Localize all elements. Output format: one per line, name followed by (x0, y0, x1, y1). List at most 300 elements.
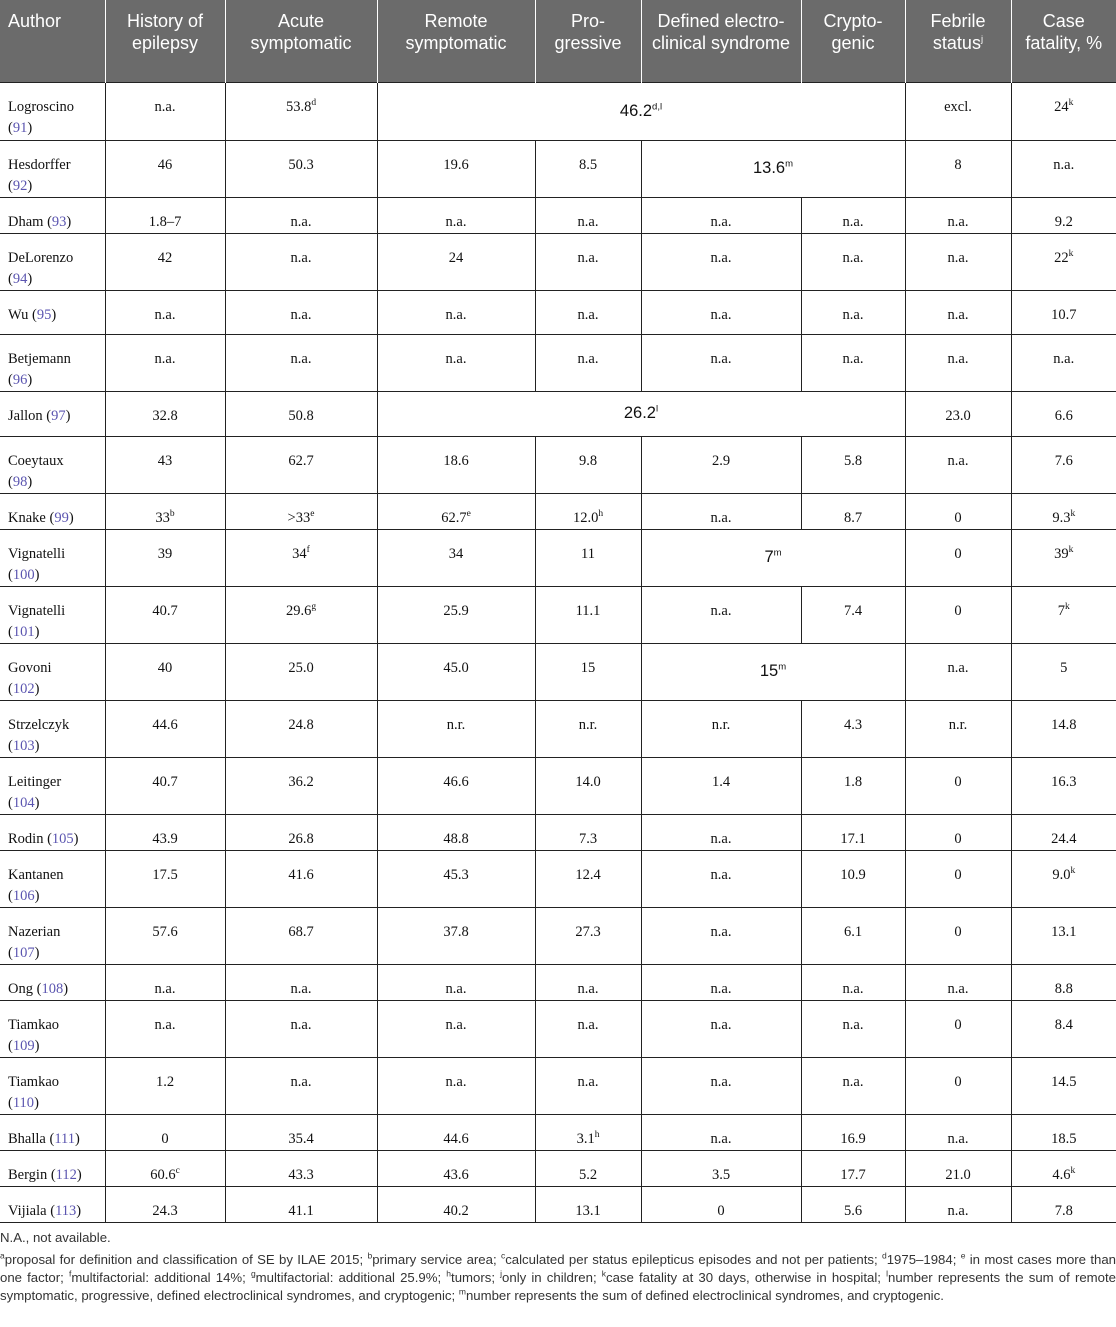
value-cell (377, 814, 535, 850)
author-cell: Betjemann (96) (0, 334, 105, 391)
cell-value: 1.8–7 (148, 213, 182, 230)
value-cell (1011, 1186, 1116, 1222)
author-cell: Strzelczyk (103) (0, 700, 105, 757)
col-header-fatality: Case fatality, % (1011, 0, 1116, 82)
cell-value: 12.0 (572, 509, 599, 526)
value-cell (905, 334, 1011, 391)
cell-value: 8.7 (843, 509, 863, 526)
table-row (0, 814, 1116, 850)
cell-value: 3.5 (711, 1166, 731, 1183)
value-cell (377, 964, 535, 1000)
footnote-marker: e (310, 508, 315, 519)
value-cell (377, 493, 535, 529)
cell-value: 46.6 (443, 773, 469, 790)
value-cell (105, 436, 225, 493)
cell-value: 23.0 (945, 407, 971, 424)
value-cell (1011, 334, 1116, 391)
cell-value: n.a. (947, 659, 969, 676)
cell-value: 0 (717, 1202, 725, 1219)
footnote-marker: b (367, 1250, 373, 1261)
cell-value: n.a. (842, 306, 864, 323)
cell-value: 6.6 (1054, 407, 1073, 424)
cell-value: 7.8 (1054, 1202, 1073, 1219)
cell-value: 0 (954, 1016, 962, 1033)
reference-link[interactable]: 96 (12, 371, 28, 388)
author-cell: Jallon (97) (0, 391, 105, 436)
reference-link[interactable]: 100 (12, 566, 35, 583)
cell-value: 40.7 (152, 773, 178, 790)
cell-value: 7 (764, 548, 774, 566)
author-cell: Vignatelli (101) (0, 586, 105, 643)
table-row (0, 700, 1116, 757)
footnote-marker: l (886, 1268, 888, 1279)
author-name: Hesdorffer (8, 156, 71, 173)
value-cell (1011, 140, 1116, 197)
cell-value: n.a. (445, 213, 467, 230)
reference-link[interactable]: 92 (12, 177, 28, 194)
value-cell (377, 907, 535, 964)
cell-value: 0 (954, 509, 962, 526)
cell-value: 5.8 (843, 452, 863, 469)
value-cell (105, 140, 225, 197)
author-cell: Leitinger (104) (0, 757, 105, 814)
value-cell (225, 643, 377, 700)
cell-value: >33 (287, 509, 311, 526)
value-cell (105, 1150, 225, 1186)
cell-value: n.a. (154, 350, 176, 367)
footnote-marker: d (881, 1250, 887, 1261)
value-cell (225, 1114, 377, 1150)
value-cell (641, 700, 801, 757)
reference-link[interactable]: 109 (12, 1037, 35, 1054)
value-cell (105, 643, 225, 700)
cell-value: n.a. (947, 980, 969, 997)
reference-link[interactable]: 113 (55, 1202, 77, 1219)
value-cell (801, 334, 905, 391)
value-cell (105, 290, 225, 334)
footnote-marker: h (598, 508, 604, 519)
table-row (0, 140, 1116, 197)
value-cell (1011, 233, 1116, 290)
value-cell (225, 586, 377, 643)
table-row (0, 233, 1116, 290)
value-cell (225, 1000, 377, 1057)
value-cell (377, 757, 535, 814)
value-cell (377, 700, 535, 757)
cell-value: 48.8 (443, 830, 469, 847)
value-cell (377, 233, 535, 290)
value-cell (905, 964, 1011, 1000)
author-cell: Govoni (102) (0, 643, 105, 700)
cell-value: 0 (954, 545, 962, 562)
cell-value: 43.3 (288, 1166, 314, 1183)
cell-value: 4.3 (843, 716, 863, 733)
cell-value: n.r. (948, 716, 968, 733)
reference-link[interactable]: 93 (51, 213, 67, 230)
footnote-text: calculated per status epilepticus episodes and not per patients; (505, 1252, 882, 1267)
reference-link[interactable]: 97 (51, 407, 66, 424)
value-cell (535, 907, 641, 964)
footnote-marker: d,l (652, 101, 663, 112)
author-name: Tiamkao (8, 1016, 60, 1033)
value-cell (1011, 700, 1116, 757)
author-name: Tiamkao (8, 1073, 60, 1090)
author-name: Govoni (8, 659, 52, 676)
cell-value: n.a. (577, 1016, 599, 1033)
cell-value: 9.2 (1054, 213, 1073, 230)
cell-value: 3.1 (576, 1130, 595, 1147)
cell-value: 68.7 (288, 923, 314, 940)
cell-value: 60.6 (150, 1166, 176, 1183)
value-cell (535, 586, 641, 643)
reference-link[interactable]: 94 (12, 270, 28, 287)
value-cell (1011, 197, 1116, 233)
author-name: Vignatelli (8, 545, 66, 562)
cell-value: 6.1 (843, 923, 863, 940)
cell-value: n.a. (290, 1073, 312, 1090)
merged-value-cell (641, 529, 905, 586)
cell-value: n.a. (577, 213, 599, 230)
footnote-marker: k (1068, 544, 1074, 555)
cell-value: 42 (157, 249, 173, 266)
footnote-marker: j (980, 34, 984, 45)
value-cell (905, 814, 1011, 850)
cell-value: 43.6 (443, 1166, 469, 1183)
cell-value: 14.0 (575, 773, 601, 790)
value-cell (801, 197, 905, 233)
reference-link[interactable]: 95 (36, 306, 52, 323)
footnote-text: primary service area; (372, 1252, 501, 1267)
value-cell (905, 82, 1011, 140)
value-cell (801, 290, 905, 334)
cell-value: 40.2 (443, 1202, 469, 1219)
cell-value: n.a. (577, 306, 599, 323)
cell-value: 12.4 (575, 866, 601, 883)
cell-value: n.a. (290, 249, 312, 266)
value-cell (905, 233, 1011, 290)
cell-value: 45.3 (443, 866, 469, 883)
author-cell: Dham (93) (0, 197, 105, 233)
footnote-text: only in children; (502, 1270, 602, 1285)
reference-link[interactable]: 99 (54, 509, 69, 526)
value-cell (801, 586, 905, 643)
author-cell: Knake (99) (0, 493, 105, 529)
value-cell (1011, 391, 1116, 436)
value-cell (641, 907, 801, 964)
table-body (0, 82, 1116, 1222)
cell-value: n.a. (1053, 156, 1075, 173)
cell-value: n.a. (710, 866, 732, 883)
value-cell (905, 529, 1011, 586)
cell-value: n.a. (1053, 350, 1075, 367)
value-cell (905, 1114, 1011, 1150)
value-cell (641, 964, 801, 1000)
value-cell (801, 436, 905, 493)
cell-value: n.a. (710, 1016, 732, 1033)
cell-value: 46.2 (619, 101, 653, 120)
reference-link[interactable]: 108 (41, 980, 64, 997)
col-header-cryptogenic: Crypto-genic (801, 0, 905, 82)
author-cell: Wu (95) (0, 290, 105, 334)
cell-value: n.a. (445, 350, 467, 367)
value-cell (1011, 529, 1116, 586)
cell-value: n.a. (710, 602, 732, 619)
value-cell (1011, 643, 1116, 700)
reference-link[interactable]: 106 (12, 887, 35, 904)
value-cell (535, 964, 641, 1000)
footnote-text: number represents the sum of defined electroclinical syndromes, and cryptogenic. (465, 1288, 944, 1303)
value-cell (377, 1114, 535, 1150)
reference-link[interactable]: 102 (12, 680, 35, 697)
cell-value: 0 (954, 830, 962, 847)
cell-value: 34 (292, 545, 307, 562)
value-cell (105, 757, 225, 814)
value-cell (105, 529, 225, 586)
cell-value: n.a. (710, 213, 732, 230)
cell-value: 41.6 (288, 866, 314, 883)
footnote-marker: m (458, 1286, 466, 1297)
value-cell (905, 493, 1011, 529)
reference-link[interactable]: 101 (12, 623, 35, 640)
table-row (0, 850, 1116, 907)
reference-link[interactable]: 110 (12, 1094, 35, 1111)
cell-value: n.a. (445, 1016, 467, 1033)
cell-value: 13.1 (575, 1202, 601, 1219)
author-cell: Tiamkao (109) (0, 1000, 105, 1057)
cell-value: 17.1 (840, 830, 866, 847)
author-name: Knake (8, 509, 46, 526)
cell-value: 1.4 (711, 773, 731, 790)
cell-value: 62.7 (288, 452, 314, 469)
author-name: Bhalla (8, 1130, 46, 1147)
footnote-text: number represents the sum of remote symptomatic, progressive, defined electroclinical syndromes, and cryptogenic; (0, 1270, 1116, 1303)
author-name: Nazerian (8, 923, 61, 940)
cell-value: n.a. (947, 1130, 969, 1147)
cell-value: 8.8 (1054, 980, 1073, 997)
value-cell (225, 290, 377, 334)
cell-value: n.a. (947, 350, 969, 367)
value-cell (1011, 1114, 1116, 1150)
cell-value: 2.9 (711, 452, 731, 469)
value-cell (641, 290, 801, 334)
value-cell (105, 233, 225, 290)
cell-value: n.a. (947, 306, 969, 323)
value-cell (801, 1000, 905, 1057)
value-cell (641, 1057, 801, 1114)
value-cell (225, 1150, 377, 1186)
col-header-acute: Acute symptomatic (225, 0, 377, 82)
cell-value: 39 (157, 545, 173, 562)
cell-value: 57.6 (152, 923, 178, 940)
table-row (0, 493, 1116, 529)
cell-value: 24 (448, 249, 464, 266)
footnote-text: multifactorial: additional 14%; (71, 1270, 251, 1285)
table-row (0, 643, 1116, 700)
reference-link[interactable]: 111 (54, 1130, 76, 1147)
footnote-text: multifactorial: additional 25.9%; (255, 1270, 447, 1285)
cell-value: n.a. (577, 980, 599, 997)
cell-value: 7.3 (578, 830, 598, 847)
value-cell (905, 643, 1011, 700)
cell-value: n.a. (710, 249, 732, 266)
value-cell (377, 334, 535, 391)
cell-value: n.a. (290, 980, 312, 997)
cell-value: n.a. (290, 350, 312, 367)
value-cell (377, 850, 535, 907)
author-cell: Tiamkao (110) (0, 1057, 105, 1114)
table-row (0, 197, 1116, 233)
author-cell: Vijiala (113) (0, 1186, 105, 1222)
reference-link[interactable]: 91 (12, 119, 28, 136)
footnote-marker: h (446, 1268, 452, 1279)
value-cell (905, 700, 1011, 757)
cell-value: 19.6 (443, 156, 469, 173)
author-name: Coeytaux (8, 452, 64, 469)
cell-value: 0 (954, 773, 962, 790)
author-cell: Bergin (112) (0, 1150, 105, 1186)
value-cell (535, 233, 641, 290)
value-cell (225, 197, 377, 233)
table-row (0, 436, 1116, 493)
footnote-text: tumors; (451, 1270, 501, 1285)
cell-value: 0 (954, 602, 962, 619)
author-name: Vijiala (8, 1202, 47, 1219)
cell-value: 8.4 (1054, 1016, 1073, 1033)
value-cell (535, 290, 641, 334)
reference-link[interactable]: 105 (51, 830, 74, 847)
value-cell (801, 700, 905, 757)
cell-value: n.a. (842, 980, 864, 997)
footnote-marker: f (306, 544, 310, 555)
cell-value: n.a. (154, 98, 176, 115)
value-cell (801, 964, 905, 1000)
value-cell (801, 907, 905, 964)
value-cell (905, 1150, 1011, 1186)
footnote-marker: f (68, 1268, 72, 1279)
table-row (0, 1114, 1116, 1150)
cell-value: 17.7 (840, 1166, 866, 1183)
author-cell: Logroscino (91) (0, 82, 105, 140)
cell-value: 27.3 (575, 923, 601, 940)
cell-value: 25.9 (443, 602, 469, 619)
cell-value: 9.0 (1052, 866, 1071, 883)
value-cell (535, 700, 641, 757)
cell-value: n.a. (842, 1016, 864, 1033)
cell-value: excl. (944, 98, 972, 115)
footnote-marker: a (0, 1250, 5, 1261)
value-cell (1011, 850, 1116, 907)
value-cell (905, 1000, 1011, 1057)
value-cell (225, 233, 377, 290)
value-cell (1011, 1150, 1116, 1186)
cell-value: n.a. (290, 1016, 312, 1033)
cell-value: 8 (954, 156, 962, 173)
cell-value: 25.0 (288, 659, 314, 676)
col-header-syndrome: Defined electro-clinical syndrome (641, 0, 801, 82)
header-row (0, 0, 1116, 82)
footnote-text: in most cases more than one factor; (0, 1252, 1116, 1285)
footnote-text: case fatality at 30 days, otherwise in hospital; (606, 1270, 887, 1285)
value-cell (641, 436, 801, 493)
footnote-marker: c (175, 1165, 180, 1176)
cell-value: n.a. (445, 306, 467, 323)
value-cell (905, 436, 1011, 493)
value-cell (641, 493, 801, 529)
author-cell: Ong (108) (0, 964, 105, 1000)
reference-link[interactable]: 112 (55, 1166, 77, 1183)
cell-value: 5.6 (843, 1202, 863, 1219)
cell-value: n.r. (711, 716, 731, 733)
footnote-marker: m (778, 661, 787, 673)
reference-link[interactable]: 104 (12, 794, 35, 811)
value-cell (377, 1150, 535, 1186)
value-cell (377, 197, 535, 233)
cell-value: 18.5 (1051, 1130, 1077, 1147)
cell-value: 15 (759, 662, 779, 680)
value-cell (641, 814, 801, 850)
value-cell (535, 436, 641, 493)
table-row (0, 757, 1116, 814)
cell-value: 10.7 (1051, 306, 1077, 323)
value-cell (1011, 290, 1116, 334)
footnote-marker: e (466, 508, 471, 519)
value-cell (535, 1186, 641, 1222)
cell-value: 24.4 (1051, 830, 1077, 847)
cell-value: 16.9 (840, 1130, 866, 1147)
value-cell (225, 82, 377, 140)
cell-value: 41.1 (288, 1202, 314, 1219)
cell-value: 21.0 (945, 1166, 971, 1183)
value-cell (225, 334, 377, 391)
cell-value: 36.2 (288, 773, 314, 790)
value-cell (801, 757, 905, 814)
value-cell (535, 140, 641, 197)
reference-link[interactable]: 107 (12, 944, 35, 961)
value-cell (105, 907, 225, 964)
footnote-marker: h (594, 1129, 600, 1140)
value-cell (105, 82, 225, 140)
cell-value: 46 (157, 156, 173, 173)
footnote-marker: k (601, 1268, 606, 1279)
cell-value: n.a. (710, 1073, 732, 1090)
cell-value: 34 (448, 545, 464, 562)
value-cell (105, 391, 225, 436)
cell-value: 33 (155, 509, 170, 526)
author-cell: Nazerian (107) (0, 907, 105, 964)
cell-value: n.r. (578, 716, 598, 733)
footnote-marker: k (1068, 248, 1074, 259)
reference-link[interactable]: 98 (12, 473, 28, 490)
value-cell (377, 140, 535, 197)
cell-value: 0 (954, 866, 962, 883)
cell-value: 43.9 (152, 830, 178, 847)
table-row (0, 290, 1116, 334)
value-cell (105, 964, 225, 1000)
footnote-marker: g (311, 601, 317, 612)
author-name: Vignatelli (8, 602, 66, 619)
cell-value: 15 (580, 659, 596, 676)
value-cell (225, 529, 377, 586)
value-cell (1011, 82, 1116, 140)
reference-link[interactable]: 103 (12, 737, 35, 754)
cell-value: 5 (1060, 659, 1068, 676)
value-cell (905, 197, 1011, 233)
value-cell (225, 757, 377, 814)
value-cell (905, 850, 1011, 907)
cell-value: n.a. (947, 1202, 969, 1219)
author-name: Jallon (8, 407, 43, 424)
footnote-marker: g (250, 1268, 256, 1279)
